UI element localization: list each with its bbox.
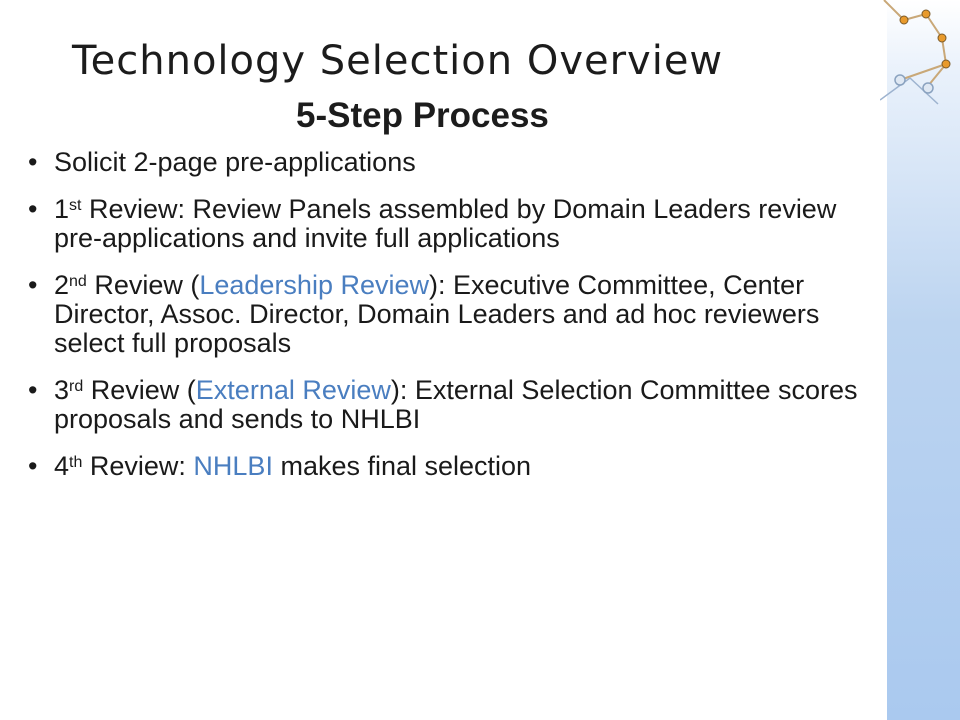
network-decoration-icon [880, 0, 960, 110]
bullet-lead: Review ( [83, 375, 196, 405]
bullet-item [28, 271, 888, 358]
bullet-number: 4 [54, 451, 70, 481]
bullet-lead: Review ( [86, 270, 200, 300]
bullet-text: : Review Panels assembled by Domain Leaders review pre-applications and invite full applications [54, 194, 837, 253]
bullet-text: makes final selection [272, 451, 532, 481]
bullet-number: 2 [54, 270, 70, 300]
bullet-ordinal-suffix: st [69, 197, 82, 214]
bullet-lead: Review [81, 194, 178, 224]
bullet-accent-text: External Review [195, 375, 391, 405]
bullet-dot: • [28, 451, 38, 481]
bullet-accent-text: NHLBI [193, 451, 273, 481]
bullet-text: ): External Selection Committee scores proposals and sends to NHLBI [54, 375, 858, 434]
slide-title: Technology Selection Overview [72, 38, 724, 84]
bullet-item [28, 452, 888, 481]
bullet-dot: • [28, 375, 38, 405]
bullet-lead: Review: [82, 451, 194, 481]
bullet-dot: • [28, 270, 38, 300]
bullet-item [28, 376, 888, 434]
bullet-dot: • [28, 147, 38, 177]
bullet-ordinal-suffix: nd [69, 273, 87, 290]
bullet-dot: • [28, 194, 38, 224]
bullet-text: 2-page pre-applications [126, 147, 416, 177]
bullet-ordinal-suffix: th [69, 454, 83, 471]
bullet-item [28, 195, 888, 253]
bullet-text: ): Executive Committee, Center Director, Assoc. Director, Domain Leaders and ad hoc reviewers select full proposals [54, 270, 820, 358]
bullet-item [28, 148, 888, 177]
bullet-list [28, 148, 888, 499]
slide-subtitle: 5-Step Process [296, 96, 549, 135]
bullet-accent-text: Leadership Review [199, 270, 429, 300]
bullet-number: 1 [54, 194, 70, 224]
bullet-ordinal-suffix: rd [69, 378, 84, 395]
bullet-lead: Solicit [54, 147, 127, 177]
bullet-number: 3 [54, 375, 70, 405]
